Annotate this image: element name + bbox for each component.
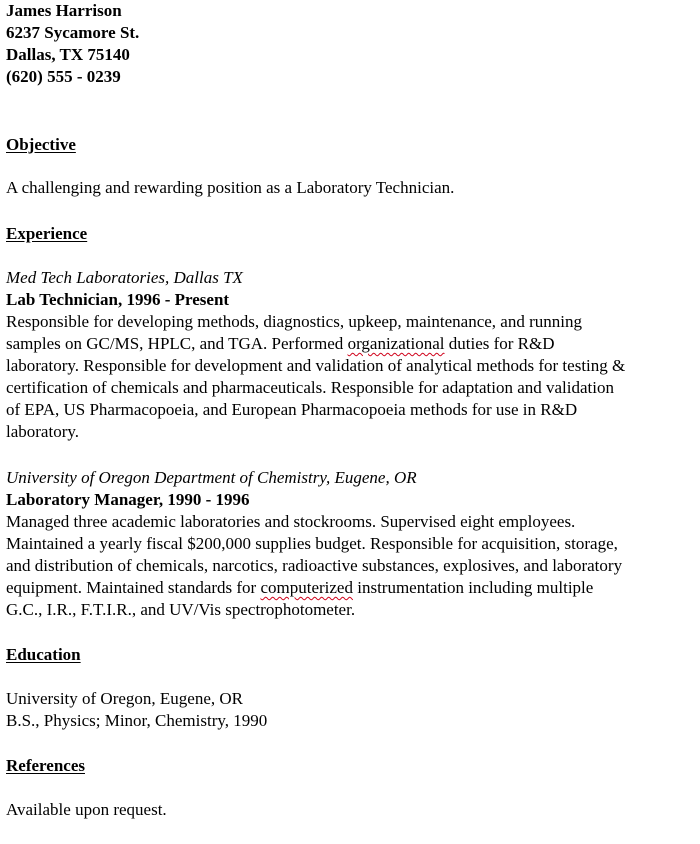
contact-name: James Harrison: [6, 1, 122, 20]
spellcheck-flagged-word[interactable]: organizational: [347, 334, 445, 353]
contact-city: Dallas, TX 75140: [6, 45, 130, 64]
education-heading: Education: [6, 645, 81, 664]
job-title: Lab Technician, 1996 - Present: [6, 290, 230, 309]
experience-heading: Experience: [6, 224, 88, 243]
references-heading: References: [6, 756, 85, 775]
job-employer: University of Oregon Department of Chemistry, Eugene, OR: [6, 468, 417, 487]
job-description-line: Managed three academic laboratories and stockrooms. Supervised eight employees.: [6, 512, 576, 531]
job-description-line: of EPA, US Pharmacopoeia, and European Pharmacopoeia methods for use in R&D: [6, 400, 578, 419]
job-title: Laboratory Manager, 1990 - 1996: [6, 490, 250, 509]
job-description-line: Responsible for developing methods, diagnostics, upkeep, maintenance, and running: [6, 312, 582, 331]
text-segment: equipment. Maintained standards for: [6, 578, 261, 597]
education-degree: B.S., Physics; Minor, Chemistry, 1990: [6, 711, 268, 730]
education-school: University of Oregon, Eugene, OR: [6, 689, 244, 708]
job-employer: Med Tech Laboratories, Dallas TX: [6, 268, 243, 287]
text-segment: samples on GC/MS, HPLC, and TGA. Performed: [6, 334, 348, 353]
objective-heading: Objective: [6, 135, 76, 154]
job-description-line: G.C., I.R., F.T.I.R., and UV/Vis spectrophotometer.: [6, 600, 356, 619]
job-description-line: certification of chemicals and pharmaceuticals. Responsible for adaptation and validation: [6, 378, 614, 397]
contact-phone: (620) 555 - 0239: [6, 67, 121, 86]
job-description-line: [6, 333, 555, 355]
contact-street: 6237 Sycamore St.: [6, 23, 140, 42]
references-text: Available upon request.: [6, 800, 167, 819]
text-segment: duties for R&D: [444, 334, 555, 353]
spellcheck-flagged-word[interactable]: computerized: [260, 578, 353, 597]
text-segment: instrumentation including multiple: [352, 578, 594, 597]
job-description-line: [6, 577, 593, 599]
job-description-line: laboratory.: [6, 422, 80, 441]
job-description-line: laboratory. Responsible for development and validation of analytical methods for testing &: [6, 356, 626, 375]
job-description-line: Maintained a yearly fiscal $200,000 supplies budget. Responsible for acquisition, storage,: [6, 534, 618, 553]
objective-text: A challenging and rewarding position as a Laboratory Technician.: [6, 178, 455, 197]
job-description-line: and distribution of chemicals, narcotics, radioactive substances, explosives, and laboratory: [6, 556, 623, 575]
